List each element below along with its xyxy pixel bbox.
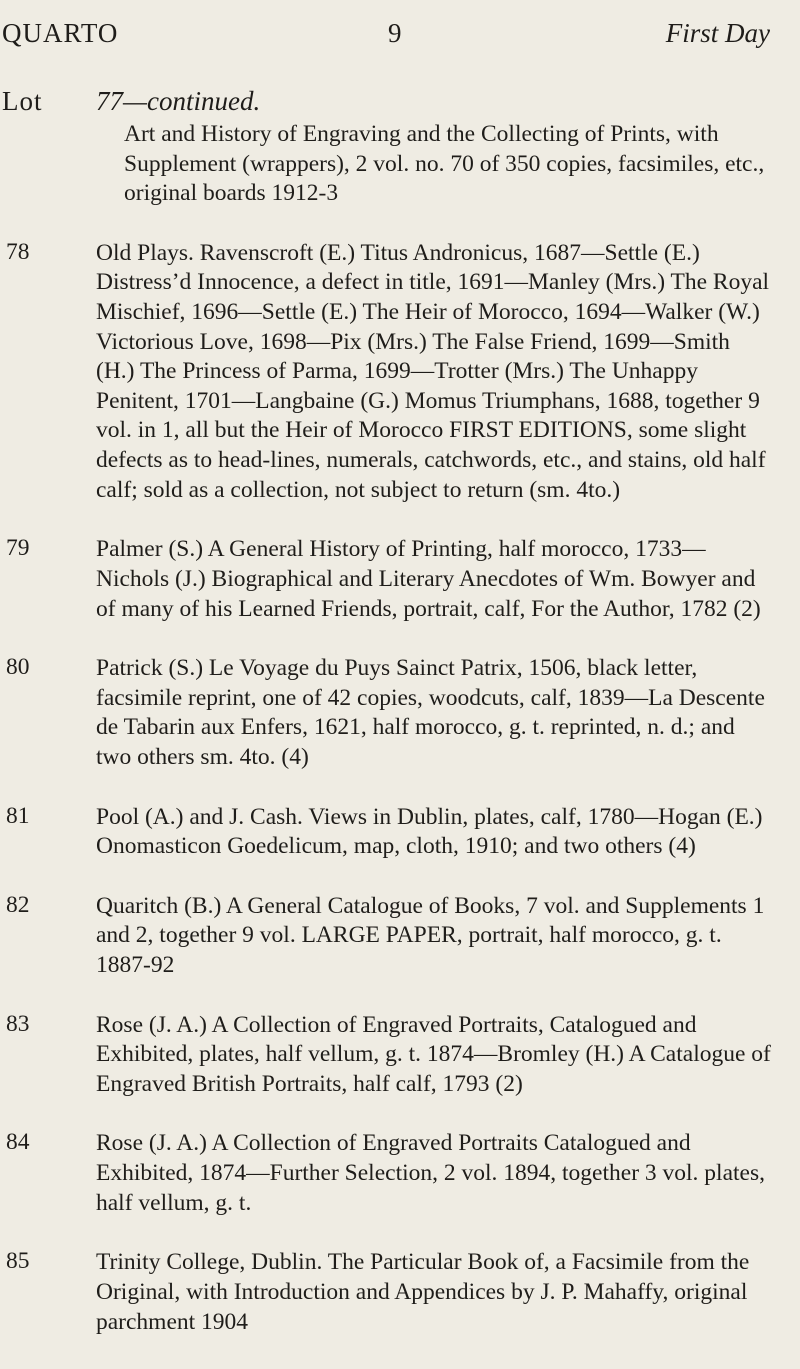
entry-text: Rose (J. A.) A Collection of Engraved Portraits Catalogued and Exhibited, 1874—Further Selection, 2 vol. 1894, together 3 vol. plates, half vellum, g. t. xyxy=(96,1130,765,1216)
entry-text: Palmer (S.) A General History of Printing, half morocco, 1733—Nichols (J.) Biographical and Literary Anecdotes of Wm. Bowyer and of many of his Learned Friends, portrait, calf, For the Author, 1782 (2) xyxy=(96,536,761,622)
entry-text: Pool (A.) and J. Cash. Views in Dublin, plates, calf, 1780—Hogan (E.) Onomasticon Goedelicum, map, cloth, 1910; and two others (4) xyxy=(96,803,763,860)
lot-number: 84 xyxy=(6,1129,30,1156)
lot-number: 81 xyxy=(6,802,30,829)
lot-number: 83 xyxy=(6,1010,30,1037)
entry-text: Trinity College, Dublin. The Particular Book of, a Facsimile from the Original, with Introduction and Appendices by J. P. Mahaffy, original parchment 1904 xyxy=(96,1249,750,1335)
lot-label: Lot xyxy=(2,86,43,116)
page-header xyxy=(0,18,800,58)
lot-number: 85 xyxy=(6,1248,30,1275)
lot-number: 78 xyxy=(6,238,30,265)
page-number: 9 xyxy=(388,18,402,48)
entry-text: Patrick (S.) Le Voyage du Puys Sainct Patrix, 1506, black letter, facsimile reprint, one of 42 copies, woodcuts, calf, 1839—La Descente de Tabarin aux Enfers, 1621, half morocco, g. t. reprinted, n. d.; and two others sm. 4to. (4) xyxy=(96,655,765,770)
lot-number: 80 xyxy=(6,654,30,681)
lot-number: 82 xyxy=(6,891,30,918)
entry-text: Old Plays. Ravenscroft (E.) Titus Andronicus, 1687—Settle (E.) Distress’d Innocence, a defect in title, 1691—Manley (Mrs.) The Royal Mischief, 1696—Settle (E.) The Heir of Morocco, 1694—Walker (W.) Victorious Love, 1698—Pix (Mrs.) The False Friend, 1699—Smith (H.) The Princess of Parma, 1699—Trotter (Mrs.) The Unhappy Penitent, 1701—Langbaine (G.) Momus Triumphans, 1688, together 9 vol. in 1, all but the Heir of Morocco FIRST EDITIONS, some slight defects as to head-lines, numerals, catchwords, etc., and stains, old half calf; sold as a collection, not subject to return (sm. 4to.) xyxy=(96,239,770,503)
lot-continued: 77—continued. xyxy=(96,86,261,116)
entry-text: Rose (J. A.) A Collection of Engraved Portraits, Catalogued and Exhibited, plates, half vellum, g. t. 1874—Bromley (H.) A Catalogue of Engraved British Portraits, half calf, 1793 (2) xyxy=(96,1011,771,1097)
header-day: First Day xyxy=(665,18,770,48)
entry-text: Art and History of Engraving and the Collecting of Prints, with Supplement (wrappers), 2 vol. no. 70 of 350 copies, facsimiles, etc., original boards 1912-3 xyxy=(124,121,765,207)
lot-number: 79 xyxy=(6,535,30,562)
entry-text: Quaritch (B.) A General Catalogue of Books, 7 vol. and Supplements 1 and 2, together 9 vol. LARGE PAPER, portrait, half morocco, g. t. 1887-92 xyxy=(96,892,765,979)
header-section: QUARTO xyxy=(2,18,119,48)
